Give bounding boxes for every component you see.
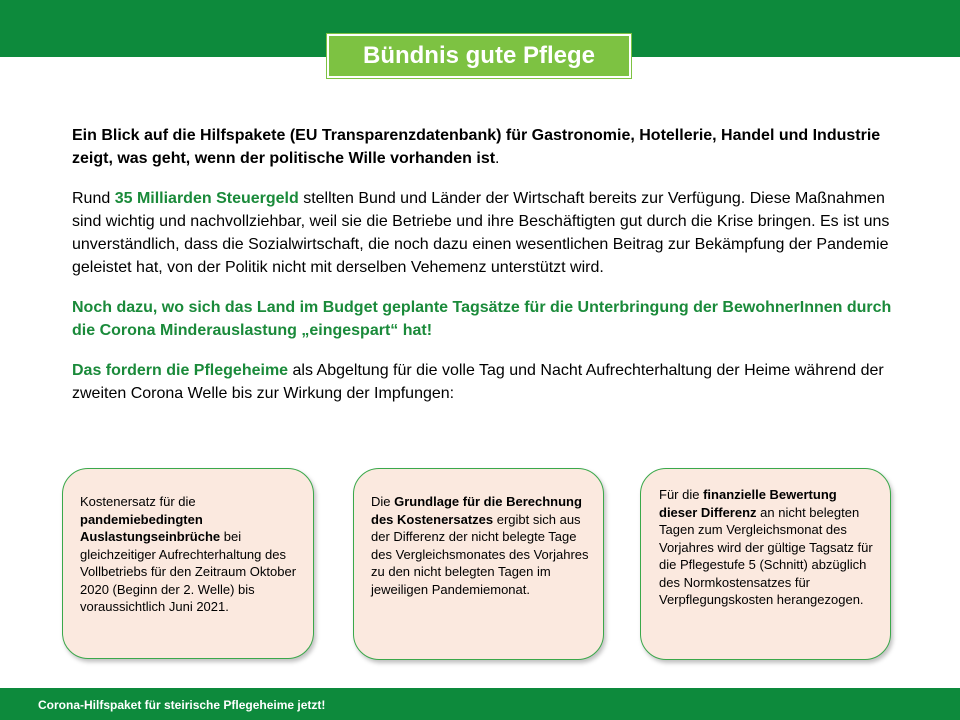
intro-bold-text: Ein Blick auf die Hilfspakete (EU Transparenzdatenbank) für Gastronomie, Hotellerie, Handel und Industrie zeigt, was geht, wenn der politische Wille vorhanden ist — [72, 127, 881, 167]
paragraph-demands — [72, 359, 892, 405]
card-1-post: bei gleichzeitiger Aufrechterhaltung des Vollbetriebs für den Zeitraum Oktober 2020 (Beginn der 2. Welle) bis voraussichtlich Juni 2021. — [80, 529, 297, 614]
card-3-post: an nicht belegten Tagen zum Vergleichsmonat des Vorjahres wird der gültige Tagsatz für die Pflegestufe 5 (Schnitt) abzüglich des Normkostensatzes für Verpflegungskosten herangezogen. — [659, 504, 873, 607]
demand-card-3 — [640, 468, 891, 660]
card-2-bold: Grundlage für die Berechnung des Kostenersatzes — [371, 494, 582, 527]
savings-highlight: Noch dazu, wo sich das Land im Budget geplante Tagsätze für die Unterbringung der BewohnerInnen durch die Corona Minderauslastung „eingespart“ hat! — [72, 299, 892, 339]
card-3-pre: Für die — [659, 487, 704, 502]
intro-end: . — [495, 150, 500, 167]
funding-highlight: 35 Milliarden Steuergeld — [114, 190, 299, 207]
paragraph-savings — [72, 296, 892, 342]
title-box — [327, 34, 631, 78]
demands-highlight: Das fordern die Pflegeheime — [72, 362, 289, 379]
main-content — [72, 124, 892, 422]
funding-text: stellten Bund und Länder der Wirtschaft bereits zur Verfügung. Diese Maßnahmen sind wichtig und nachvollziehbar, weil sie die Betriebe und ihre Beschäftigten gut durch die Krise bringen. Es ist uns unverständlich, dass die Sozialwirtschaft, die noch dazu einen wesentlichen Beitrag zur Bekämpfung der Pandemie geleistet hat, von der Politik nicht mit derselben Vehemenz unterstützt wird. — [72, 190, 890, 276]
card-1-pre: Kostenersatz für die — [80, 494, 196, 509]
card-2-pre: Die — [371, 494, 395, 509]
footer-bar — [0, 688, 960, 720]
paragraph-intro — [72, 124, 892, 170]
funding-lead: Rund — [72, 190, 115, 207]
footer-text: Corona-Hilfspaket für steirische Pflegeheime jetzt! — [38, 698, 326, 712]
card-1-bold: pandemiebedingten Auslastungseinbrüche — [80, 511, 221, 544]
card-3-bold: finanzielle Bewertung dieser Differenz — [659, 487, 837, 520]
demand-card-2 — [353, 468, 604, 660]
card-2-post: ergibt sich aus der Differenz der nicht belegte Tage des Vergleichsmonates des Vorjahres zu den nicht belegten Tagen im jeweiligen Pandemiemonat. — [371, 511, 589, 597]
paragraph-funding — [72, 187, 892, 279]
demand-card-1 — [62, 468, 314, 659]
demands-text: als Abgeltung für die volle Tag und Nacht Aufrechterhaltung der Heime während der zweiten Corona Welle bis zur Wirkung der Impfungen: — [72, 362, 884, 402]
page-title: Bündnis gute Pflege — [362, 42, 595, 69]
